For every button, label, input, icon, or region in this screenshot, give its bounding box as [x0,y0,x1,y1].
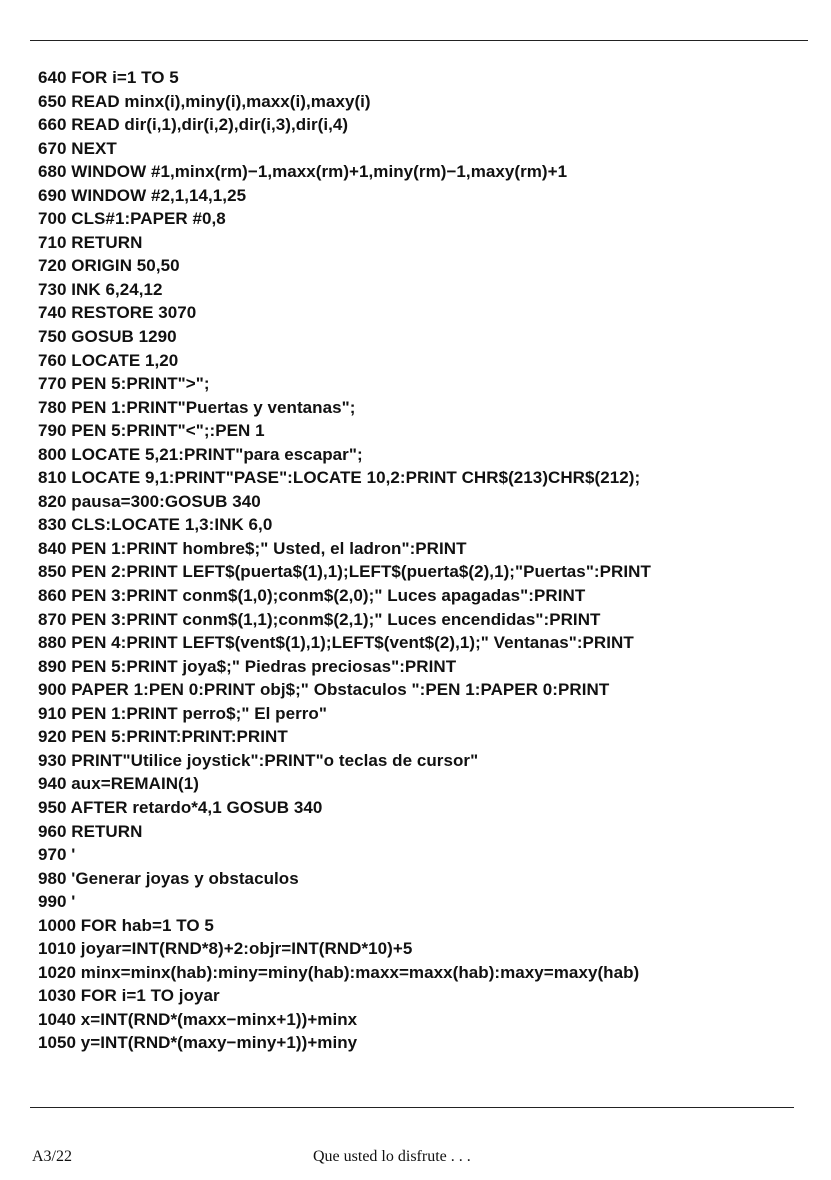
code-line: 1050 y=INT(RND*(maxy−miny+1))+miny [38,1033,358,1053]
code-line: 740 RESTORE 3070 [38,303,197,323]
code-line: 720 ORIGIN 50,50 [38,256,180,276]
code-line: 950 AFTER retardo*4,1 GOSUB 340 [38,797,323,817]
code-line: 690 WINDOW #2,1,14,1,25 [38,185,247,205]
code-line: 1000 FOR hab=1 TO 5 [38,915,214,935]
code-line: 730 INK 6,24,12 [38,279,163,299]
code-line: 960 RETURN [38,821,143,841]
code-line: 670 NEXT [38,138,117,158]
basic-code-listing [38,66,818,1055]
code-line: 780 PEN 1:PRINT"Puertas y ventanas"; [38,397,356,417]
code-line: 970 ' [38,845,76,865]
code-line: 870 PEN 3:PRINT conm$(1,1);conm$(2,1);" Luces encendidas":PRINT [38,609,601,629]
code-line: 1010 joyar=INT(RND*8)+2:objr=INT(RND*10)+5 [38,939,413,959]
code-line: 760 LOCATE 1,20 [38,350,179,370]
code-line: 770 PEN 5:PRINT">"; [38,374,210,394]
code-line: 640 FOR i=1 TO 5 [38,68,179,87]
code-line: 830 CLS:LOCATE 1,3:INK 6,0 [38,515,273,535]
code-line: 910 PEN 1:PRINT perro$;" El perro" [38,703,327,723]
bottom-rule [30,1107,794,1108]
code-line: 790 PEN 5:PRINT"<";:PEN 1 [38,421,265,441]
code-line: 980 'Generar joyas y obstaculos [38,868,299,888]
code-line: 880 PEN 4:PRINT LEFT$(vent$(1),1);LEFT$(vent$(2),1);" Ventanas":PRINT [38,633,634,653]
page-number: A3/22 [32,1148,72,1165]
code-line: 710 RETURN [38,232,143,252]
top-rule [30,40,808,41]
code-line: 1030 FOR i=1 TO joyar [38,986,220,1006]
code-line: 1020 minx=minx(hab):miny=miny(hab):maxx=maxx(hab):maxy=maxy(hab) [38,962,640,982]
code-line: 920 PEN 5:PRINT:PRINT:PRINT [38,727,288,747]
code-line: 860 PEN 3:PRINT conm$(1,0);conm$(2,0);" Luces apagadas":PRINT [38,586,586,606]
code-line: 850 PEN 2:PRINT LEFT$(puerta$(1),1);LEFT$(puerta$(2),1);"Puertas":PRINT [38,562,651,582]
code-line: 810 LOCATE 9,1:PRINT"PASE":LOCATE 10,2:PRINT CHR$(213)CHR$(212); [38,468,641,488]
code-line: 940 aux=REMAIN(1) [38,774,199,794]
code-line: 750 GOSUB 1290 [38,327,177,347]
code-line: 660 READ dir(i,1),dir(i,2),dir(i,3),dir(i,4) [38,115,349,135]
code-line: 680 WINDOW #1,minx(rm)−1,maxx(rm)+1,miny(rm)−1,maxy(rm)+1 [38,162,568,182]
code-line: 890 PEN 5:PRINT joya$;" Piedras preciosas":PRINT [38,656,457,676]
code-line: 1040 x=INT(RND*(maxx−minx+1))+minx [38,1009,358,1029]
code-line: 800 LOCATE 5,21:PRINT"para escapar"; [38,444,363,464]
code-line: 840 PEN 1:PRINT hombre$;" Usted, el ladron":PRINT [38,538,467,558]
code-line: 820 pausa=300:GOSUB 340 [38,491,261,511]
code-line: 650 READ minx(i),miny(i),maxx(i),maxy(i) [38,91,371,111]
code-line: 900 PAPER 1:PEN 0:PRINT obj$;" Obstaculos ":PEN 1:PAPER 0:PRINT [38,680,610,700]
footer-caption: Que usted lo disfrute . . . [313,1148,471,1165]
code-line: 700 CLS#1:PAPER #0,8 [38,209,226,229]
code-line: 990 ' [38,892,76,912]
code-line: 930 PRINT"Utilice joystick":PRINT"o teclas de cursor" [38,750,479,770]
